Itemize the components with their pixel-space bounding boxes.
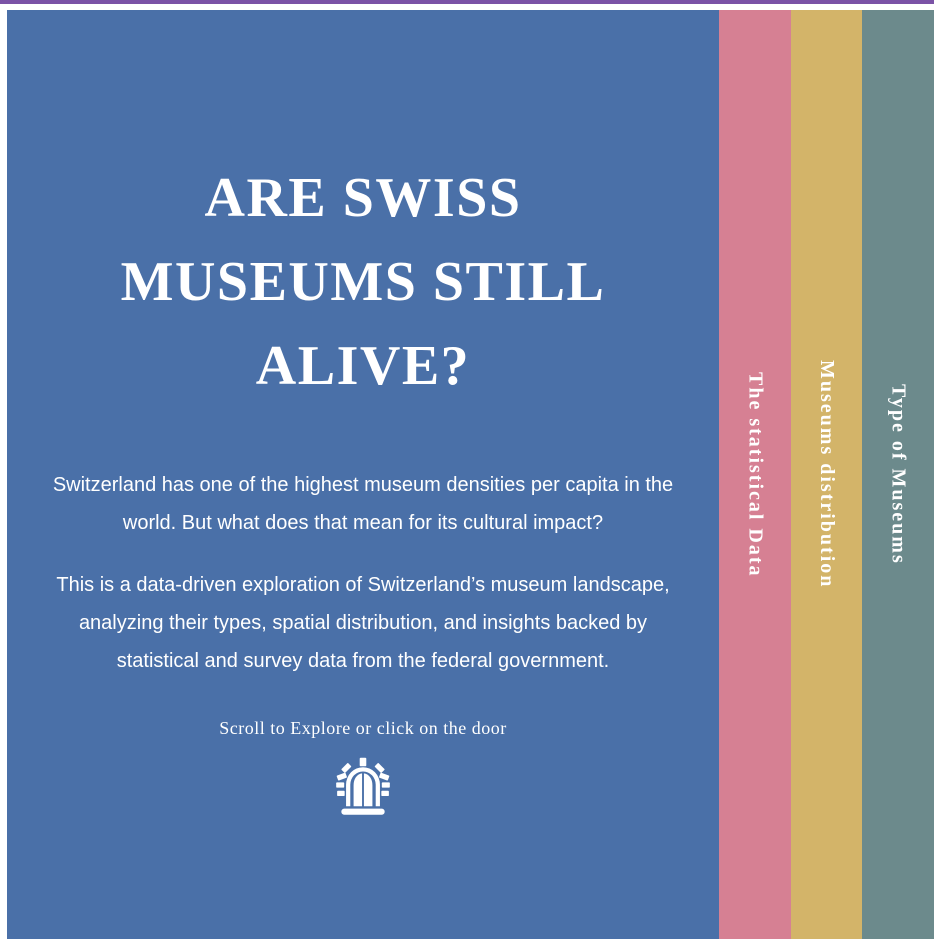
scroll-hint: Scroll to Explore or click on the door	[219, 718, 507, 738]
page-content	[0, 10, 934, 939]
side-tab-museums-distribution[interactable]	[791, 10, 863, 939]
side-tab-label: Type of Museums	[887, 384, 910, 565]
page-title	[7, 156, 719, 408]
intro-paragraph: Switzerland has one of the highest museum densities per capita in the world. But what does that mean for its cultural impact?	[52, 474, 674, 534]
page-title-line-2: MUSEUMS STILL	[120, 251, 606, 313]
hero-section	[7, 10, 719, 939]
side-tab-type-of-museums[interactable]	[862, 10, 934, 939]
side-tab-label: Museums distribution	[816, 360, 838, 589]
page-title-line-1: ARE SWISS	[204, 167, 522, 229]
door-button[interactable]	[331, 757, 395, 816]
description-paragraph: This is a data-driven exploration of Switzerland’s museum landscape, analyzing their types, spatial distribution, and insights backed by statistical and survey data from the federal government.	[56, 574, 670, 672]
side-tab-strip	[719, 10, 934, 939]
top-accent-bar	[0, 0, 934, 4]
page-title-line-3: ALIVE?	[255, 335, 471, 397]
side-tab-statistical-data[interactable]	[719, 10, 791, 939]
side-tab-label: The statistical Data	[744, 371, 767, 578]
museum-door-icon	[331, 757, 395, 816]
